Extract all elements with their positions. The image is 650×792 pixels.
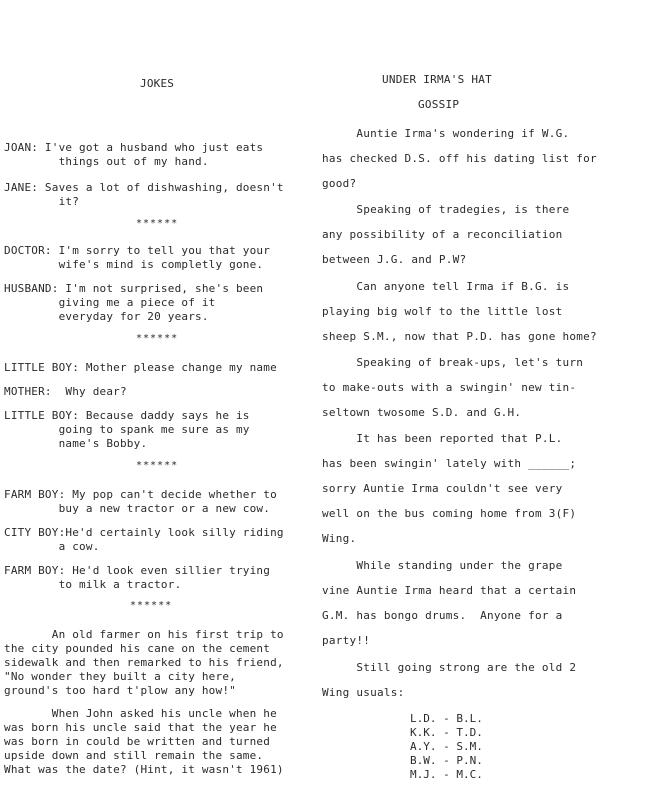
farmer-story-line-4: "No wonder they built a city here,	[4, 670, 236, 683]
gossip-p1-l2: has checked D.S. off his dating list for	[322, 152, 597, 165]
gossip-p2-l1: Speaking of tradegies, is there	[322, 203, 570, 216]
little-boy2-line-3: name's Bobby.	[4, 437, 148, 450]
gossip-p6-l1: While standing under the grape	[322, 559, 563, 572]
gossip-p7-l1: Still going strong are the old 2	[322, 661, 577, 674]
jokes-title: JOKES	[140, 77, 175, 90]
couple-pair: B.W. - P.N.	[410, 754, 483, 767]
couple-pair: A.Y. - S.M.	[410, 740, 483, 753]
gossip-p5-l5: Wing.	[322, 532, 357, 545]
little-boy2-line-1: LITTLE BOY: Because daddy says he is	[4, 409, 250, 422]
john-story-line-2: was born his uncle said that the year he	[4, 721, 277, 734]
doctor-line-1: DOCTOR: I'm sorry to tell you that your	[4, 244, 271, 257]
john-story-line-5: What was the date? (Hint, it wasn't 1961)	[4, 763, 284, 776]
couple-pair: M.J. - M.C.	[410, 768, 483, 781]
jane-line-1: JANE: Saves a lot of dishwashing, doesn't	[4, 181, 284, 194]
farmer-story-line-2: the city pounded his cane on the cement	[4, 642, 271, 655]
gossip-p5-l1: It has been reported that P.L.	[322, 432, 563, 445]
gossip-p6-l2: vine Auntie Irma heard that a certain	[322, 584, 577, 597]
separator: ******	[136, 218, 179, 229]
john-story-line-1: When John asked his uncle when he	[4, 707, 277, 720]
couple-pair: L.D. - B.L.	[410, 712, 483, 725]
gossip-p6-l4: party!!	[322, 634, 371, 647]
husband-line-1: HUSBAND: I'm not surprised, she's been	[4, 282, 264, 295]
gossip-p5-l4: well on the bus coming home from 3(F)	[322, 507, 577, 520]
farmer-story-line-3: sidewalk and then remarked to his friend,	[4, 656, 284, 669]
john-story-line-3: was born in could be written and turned	[4, 735, 271, 748]
gossip-p2-l2: any possibility of a reconciliation	[322, 228, 563, 241]
gossip-p1-l1: Auntie Irma's wondering if W.G.	[322, 127, 570, 140]
gossip-p7-l2: Wing usuals:	[322, 686, 405, 699]
husband-line-3: everyday for 20 years.	[4, 310, 209, 323]
gossip-subtitle: GOSSIP	[418, 98, 460, 111]
farmer-story-line-1: An old farmer on his first trip to	[4, 628, 284, 641]
farmer-story-line-5: ground's too hard t'plow any how!"	[4, 684, 236, 697]
little-boy-line-1: LITTLE BOY: Mother please change my name	[4, 361, 277, 374]
farm-boy-line-2: buy a new tractor or a new cow.	[4, 502, 271, 515]
gossip-p6-l3: G.M. has bongo drums. Anyone for a	[322, 609, 563, 622]
john-story-line-4: upside down and still remain the same.	[4, 749, 264, 762]
gossip-p3-l3: sheep S.M., now that P.D. has gone home?	[322, 330, 597, 343]
separator: ******	[136, 460, 179, 471]
little-boy2-line-2: going to spank me sure as my	[4, 423, 250, 436]
jane-line-2: it?	[4, 195, 80, 208]
farm-boy2-line-1: FARM BOY: He'd look even sillier trying	[4, 564, 271, 577]
couple-pair: K.K. - T.D.	[410, 726, 483, 739]
husband-line-2: giving me a piece of it	[4, 296, 216, 309]
joan-line-1: JOAN: I've got a husband who just eats	[4, 141, 264, 154]
farm-boy2-line-2: to milk a tractor.	[4, 578, 182, 591]
gossip-p4-l1: Speaking of break-ups, let's turn	[322, 356, 584, 369]
gossip-p1-l3: good?	[322, 177, 357, 190]
gossip-p3-l1: Can anyone tell Irma if B.G. is	[322, 280, 570, 293]
gossip-p4-l2: to make-outs with a swingin' new tin-	[322, 381, 577, 394]
city-boy-line-2: a cow.	[4, 540, 100, 553]
gossip-p3-l2: playing big wolf to the little lost	[322, 305, 563, 318]
gossip-p4-l3: seltown twosome S.D. and G.H.	[322, 406, 522, 419]
joan-line-2: things out of my hand.	[4, 155, 209, 168]
farm-boy-line-1: FARM BOY: My pop can't decide whether to	[4, 488, 277, 501]
gossip-p5-l2: has been swingin' lately with ______;	[322, 457, 577, 470]
gossip-p5-l3: sorry Auntie Irma couldn't see very	[322, 482, 563, 495]
separator: ******	[136, 333, 179, 344]
gossip-p2-l3: between J.G. and P.W?	[322, 253, 467, 266]
doctor-line-2: wife's mind is completly gone.	[4, 258, 264, 271]
mother-line: MOTHER: Why dear?	[4, 385, 127, 398]
city-boy-line-1: CITY BOY:He'd certainly look silly riding	[4, 526, 284, 539]
separator: ******	[130, 600, 173, 611]
gossip-column-title: UNDER IRMA'S HAT	[382, 73, 492, 86]
